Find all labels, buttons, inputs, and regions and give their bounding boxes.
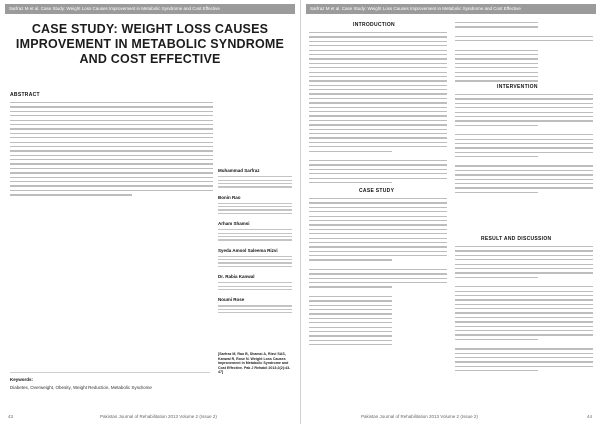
running-head: Sarfraz M et al. Case Study: Weight Loss Causes Improvement in Metabolic Syndrome and Cost Effective <box>5 4 295 14</box>
title-line: AND COST EFFECTIVE <box>79 52 221 66</box>
case-study-heading: CASE STUDY <box>359 188 395 194</box>
title-line: IMPROVEMENT IN METABOLIC SYNDROME <box>15 37 285 51</box>
author-entry <box>218 195 292 215</box>
author-name: Noumi Rose <box>218 297 245 303</box>
running-head: Sarfraz M et al. Case Study: Weight Loss Causes Improvement in Metabolic Syndrome and Cost Effective <box>306 4 596 14</box>
author-name: Dr. Rabia Kanwal <box>218 274 255 279</box>
citation-box <box>218 352 292 375</box>
measurements-list <box>455 22 593 85</box>
abstract-body <box>10 102 213 199</box>
keywords-divider <box>10 372 210 373</box>
result-body <box>455 246 593 375</box>
author-name: Arham Shamsi <box>218 221 250 226</box>
introduction-body <box>309 32 447 186</box>
citation-text: [Sarfraz M, Rao B, Shamsi A, Rizvi SAS, Kanwal R, Rose N. Weight Loss Causes Improvement in Metabolic Syndrome and Cost Effective. Pak J Rehabil 2013;2(2):43-47] <box>218 352 291 375</box>
author-entry <box>218 297 292 313</box>
right-page <box>300 0 600 424</box>
case-study-body <box>309 198 447 349</box>
introduction-heading: INTRODUCTION <box>353 22 395 28</box>
author-name: Bonin Rao <box>218 194 241 200</box>
author-entry <box>218 248 292 268</box>
intervention-heading: INTERVENTION <box>497 84 538 90</box>
author-entry <box>218 221 292 241</box>
author-list <box>218 168 292 320</box>
keywords-text: Diabetes, Overweight, Obesity, Weight Reduction, Metabolic Syndrome <box>10 385 152 390</box>
intervention-body <box>455 94 593 196</box>
article-title <box>10 22 290 67</box>
author-name: Muhammad Sarfraz <box>218 168 260 173</box>
page-footer: Pakistan Journal of Rehabilitation 2013 Volume 2 (Issue 2) <box>361 414 478 419</box>
page-number: 44 <box>586 414 592 419</box>
author-entry <box>218 274 292 290</box>
page-footer: Pakistan Journal of Rehabilitation 2013 Volume 2 (Issue 2) <box>100 414 217 419</box>
page-number: 43 <box>8 414 14 419</box>
title-line: CASE STUDY: WEIGHT LOSS CAUSES <box>31 22 269 36</box>
author-entry <box>218 168 292 188</box>
author-name: Syeda Amool Saleema Rizvi <box>218 247 278 253</box>
result-heading: RESULT AND DISCUSSION <box>481 236 552 242</box>
abstract-heading: ABSTRACT <box>10 92 40 98</box>
keywords-label: Keywords: <box>10 377 34 382</box>
